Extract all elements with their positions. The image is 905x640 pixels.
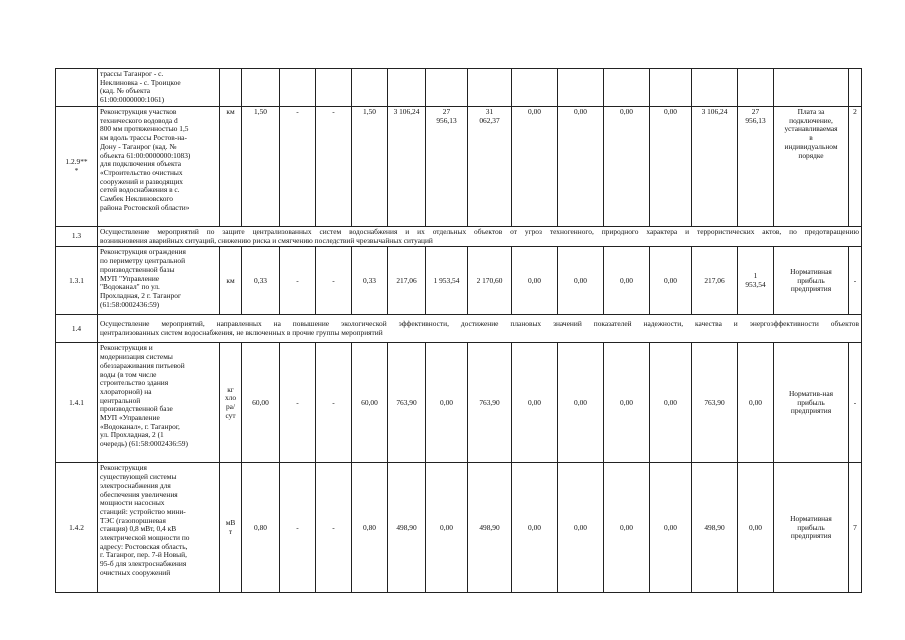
cell-c6 xyxy=(426,69,468,107)
cell-c11: 0,00 xyxy=(650,107,692,227)
cell-c10: 0,00 xyxy=(604,343,650,463)
measure-name-line: модернизация системы xyxy=(100,352,173,362)
cell-c13: 0,00 xyxy=(738,463,774,593)
cell-c11 xyxy=(650,69,692,107)
measure-name-line: 61:00:0000000:1061) xyxy=(100,95,165,105)
cell-c8: 0,00 xyxy=(512,463,558,593)
measure-name-line: (кад. № объекта xyxy=(100,86,151,96)
table-row xyxy=(56,227,862,247)
cell-c3 xyxy=(316,69,352,107)
cell-last: - xyxy=(849,247,862,315)
measure-name-line: очистных сооружений xyxy=(100,567,171,577)
measure-name-line: производственной базе xyxy=(100,404,173,414)
measure-name-line: «Водоканал», г. Таганрог, xyxy=(100,421,180,431)
measure-name-line: Реконструкция ограждения xyxy=(100,247,186,257)
measure-name-line: г. Таганрог, пер. 7-й Новый, xyxy=(100,550,187,560)
measure-name-line: обеспечения увеличения xyxy=(100,489,178,499)
cell-measure-name xyxy=(98,343,220,463)
measure-name-line: электрической мощности по xyxy=(100,533,190,543)
cell-c7: 31 062,37 xyxy=(468,107,512,227)
measure-name-line: района Ростовской области» xyxy=(100,202,190,212)
measure-name-line: мощности насосных xyxy=(100,498,165,508)
cell-c4 xyxy=(352,69,388,107)
measure-name-line: технического водовода d xyxy=(100,115,178,125)
measure-name-line: (61:58:0002436:59) xyxy=(100,299,160,309)
cell-c9: 0,00 xyxy=(558,107,604,227)
cell-c12: 763,90 xyxy=(692,343,738,463)
cell-c1: 0,33 xyxy=(242,247,280,315)
cell-c3: - xyxy=(316,343,352,463)
cell-c10: 0,00 xyxy=(604,107,650,227)
cell-c6: 0,00 xyxy=(426,343,468,463)
measure-name-line: центральной xyxy=(100,395,141,405)
table-row xyxy=(56,247,862,315)
table-row xyxy=(56,69,862,107)
cell-c13: 27 956,13 xyxy=(738,107,774,227)
cell-measure-name xyxy=(98,107,220,227)
cell-row-number: 1.4.1 xyxy=(56,343,98,463)
cell-c6: 27 956,13 xyxy=(426,107,468,227)
cell-c10: 0,00 xyxy=(604,463,650,593)
cell-last: 2 xyxy=(849,107,862,227)
cell-c11: 0,00 xyxy=(650,343,692,463)
table-row xyxy=(56,315,862,343)
measure-name-line: Реконструкция и xyxy=(100,343,153,353)
cell-c9 xyxy=(558,69,604,107)
measure-name-line: очередь) (61:58:0002436:59) xyxy=(100,439,188,449)
cell-c1: 1,50 xyxy=(242,107,280,227)
table-row xyxy=(56,107,862,227)
cell-row-number: 1.3 xyxy=(56,227,98,247)
cell-c11: 0,00 xyxy=(650,463,692,593)
cell-c4: 0,80 xyxy=(352,463,388,593)
cell-c13: 0,00 xyxy=(738,343,774,463)
cell-c4: 0,33 xyxy=(352,247,388,315)
cell-c10 xyxy=(604,69,650,107)
section-title-line: Осуществление мероприятий по защите централизованных систем водоснабжения и их отдельных объектов от угроз техногенного, природного характера и террористических актов, по предотвращению xyxy=(100,227,859,236)
measure-name-line: км вдоль трассы Ростов-на- xyxy=(100,133,187,143)
cell-c2 xyxy=(280,69,316,107)
measure-name-line: станция) 0,8 мВт, 0,4 кВ xyxy=(100,524,177,534)
measure-name-line: 95-б для электроснабжения xyxy=(100,559,187,569)
cell-c12: 498,90 xyxy=(692,463,738,593)
cell-c6: 1 953,54 xyxy=(426,247,468,315)
measure-name-line: Дону - Таганрог (кад. № xyxy=(100,141,177,151)
cell-row-number: 1.4.2 xyxy=(56,463,98,593)
cell-c12: 217,06 xyxy=(692,247,738,315)
cell-measure-name xyxy=(98,247,220,315)
cell-c4: 60,00 xyxy=(352,343,388,463)
measure-name-line: объекта 61:00:0000000:1083) xyxy=(100,150,191,160)
cell-c5: 763,90 xyxy=(388,343,426,463)
section-title-line: Осуществление мероприятий, направленных на повышение экологической эффективности, достижение плановых значений показателей надежности, качества и энергоэффективности объектов xyxy=(100,319,859,329)
measure-name-line: сетей водоснабжения в с. xyxy=(100,185,180,195)
cell-c7: 2 170,60 xyxy=(468,247,512,315)
cell-c2: - xyxy=(280,107,316,227)
cell-c5: 498,90 xyxy=(388,463,426,593)
cell-c8: 0,00 xyxy=(512,107,558,227)
cell-c13: 1 953,54 xyxy=(738,247,774,315)
measure-name-line: ТЭС (газопоршневая xyxy=(100,515,166,525)
cell-source xyxy=(774,69,849,107)
cell-unit: мВ т xyxy=(220,463,242,593)
cell-c8: 0,00 xyxy=(512,343,558,463)
measure-name-line: 800 мм протяженностью 1,5 xyxy=(100,124,189,134)
measure-name-line: трассы Таганрог - с. xyxy=(100,69,164,78)
cell-c3: - xyxy=(316,247,352,315)
cell-c2: - xyxy=(280,343,316,463)
cell-unit: км xyxy=(220,107,242,227)
measure-name-line: станций: устройство мини- xyxy=(100,506,186,516)
table-row xyxy=(56,343,862,463)
measure-name-line: "Водоканал" по ул. xyxy=(100,282,160,292)
cell-c6: 0,00 xyxy=(426,463,468,593)
measure-name-line: существующей системы xyxy=(100,472,177,482)
cell-c13 xyxy=(738,69,774,107)
measure-name-line: воды (в том числе xyxy=(100,369,157,379)
cell-last: - xyxy=(849,343,862,463)
cell-c2: - xyxy=(280,247,316,315)
cell-c4: 1,50 xyxy=(352,107,388,227)
section-title-line: централизованных систем водоснабжения, не включенных в прочие группы мероприятий xyxy=(100,327,383,337)
measure-name-line: МУП «Управление xyxy=(100,413,160,423)
measure-name-line: адресу: Ростовская область, xyxy=(100,541,188,551)
measure-name-line: Реконструкция xyxy=(100,463,147,473)
cell-section-title xyxy=(98,227,862,247)
measure-name-line: производственной базы xyxy=(100,264,175,274)
cell-c12: 3 106,24 xyxy=(692,107,738,227)
cell-c3: - xyxy=(316,463,352,593)
measure-name-line: МУП "Управление xyxy=(100,273,160,283)
cell-c1 xyxy=(242,69,280,107)
cell-c8 xyxy=(512,69,558,107)
cell-c1: 60,00 xyxy=(242,343,280,463)
cell-c5: 217,06 xyxy=(388,247,426,315)
cell-c1: 0,80 xyxy=(242,463,280,593)
cell-c5: 3 106,24 xyxy=(388,107,426,227)
cell-measure-name xyxy=(98,69,220,107)
measure-name-line: «Строительство очистных xyxy=(100,167,183,177)
cell-measure-name xyxy=(98,463,220,593)
measure-name-line: электроснабжения для xyxy=(100,480,171,490)
cell-c3: - xyxy=(316,107,352,227)
cell-c2: - xyxy=(280,463,316,593)
cell-c5 xyxy=(388,69,426,107)
measure-name-line: Реконструкция участков xyxy=(100,107,177,116)
cell-last xyxy=(849,69,862,107)
cell-c9: 0,00 xyxy=(558,247,604,315)
cell-last: 7 xyxy=(849,463,862,593)
measure-name-line: Неклиновка - с. Троицкое xyxy=(100,77,181,87)
cell-c8: 0,00 xyxy=(512,247,558,315)
table-body xyxy=(56,69,862,593)
cell-c7: 498,90 xyxy=(468,463,512,593)
cell-unit: км xyxy=(220,247,242,315)
cell-source: Плата за подключение, устанавливаемая в индивидуальном порядке xyxy=(774,107,849,227)
cell-source: Норматив-ная прибыль предприятия xyxy=(774,343,849,463)
cell-section-title xyxy=(98,315,862,343)
cell-c12 xyxy=(692,69,738,107)
cell-c7 xyxy=(468,69,512,107)
cell-row-number: 1.3.1 xyxy=(56,247,98,315)
investment-program-table xyxy=(55,68,862,593)
cell-c7: 763,90 xyxy=(468,343,512,463)
measure-name-line: для подключения объекта xyxy=(100,159,182,169)
section-title-line: возникновения аварийных ситуаций, снижению риска и смягчению последствий чрезвычайных ситуаций xyxy=(100,235,433,245)
cell-source: Нормативная прибыль предприятия xyxy=(774,463,849,593)
cell-c11: 0,00 xyxy=(650,247,692,315)
measure-name-line: ул. Прохладная, 2 (1 xyxy=(100,430,164,440)
cell-c9: 0,00 xyxy=(558,343,604,463)
measure-name-line: хлораторной) на xyxy=(100,386,152,396)
measure-name-line: Прохладная, 2 г. Таганрог xyxy=(100,290,182,300)
cell-unit xyxy=(220,69,242,107)
measure-name-line: по периметру центральной xyxy=(100,256,186,266)
cell-row-number: 1.2.9** * xyxy=(56,107,98,227)
cell-row-number: 1.4 xyxy=(56,315,98,343)
measure-name-line: Самбек Неклиновского xyxy=(100,194,173,204)
cell-c10: 0,00 xyxy=(604,247,650,315)
measure-name-line: сооружений и разводящих xyxy=(100,176,183,186)
cell-source: Нормативная прибыль предприятия xyxy=(774,247,849,315)
measure-name-line: строительство здания xyxy=(100,378,169,388)
measure-name-line: обеззараживания питьевой xyxy=(100,360,185,370)
table-row xyxy=(56,463,862,593)
cell-c9: 0,00 xyxy=(558,463,604,593)
cell-row-number xyxy=(56,69,98,107)
cell-unit: кг хло ра/ сут xyxy=(220,343,242,463)
